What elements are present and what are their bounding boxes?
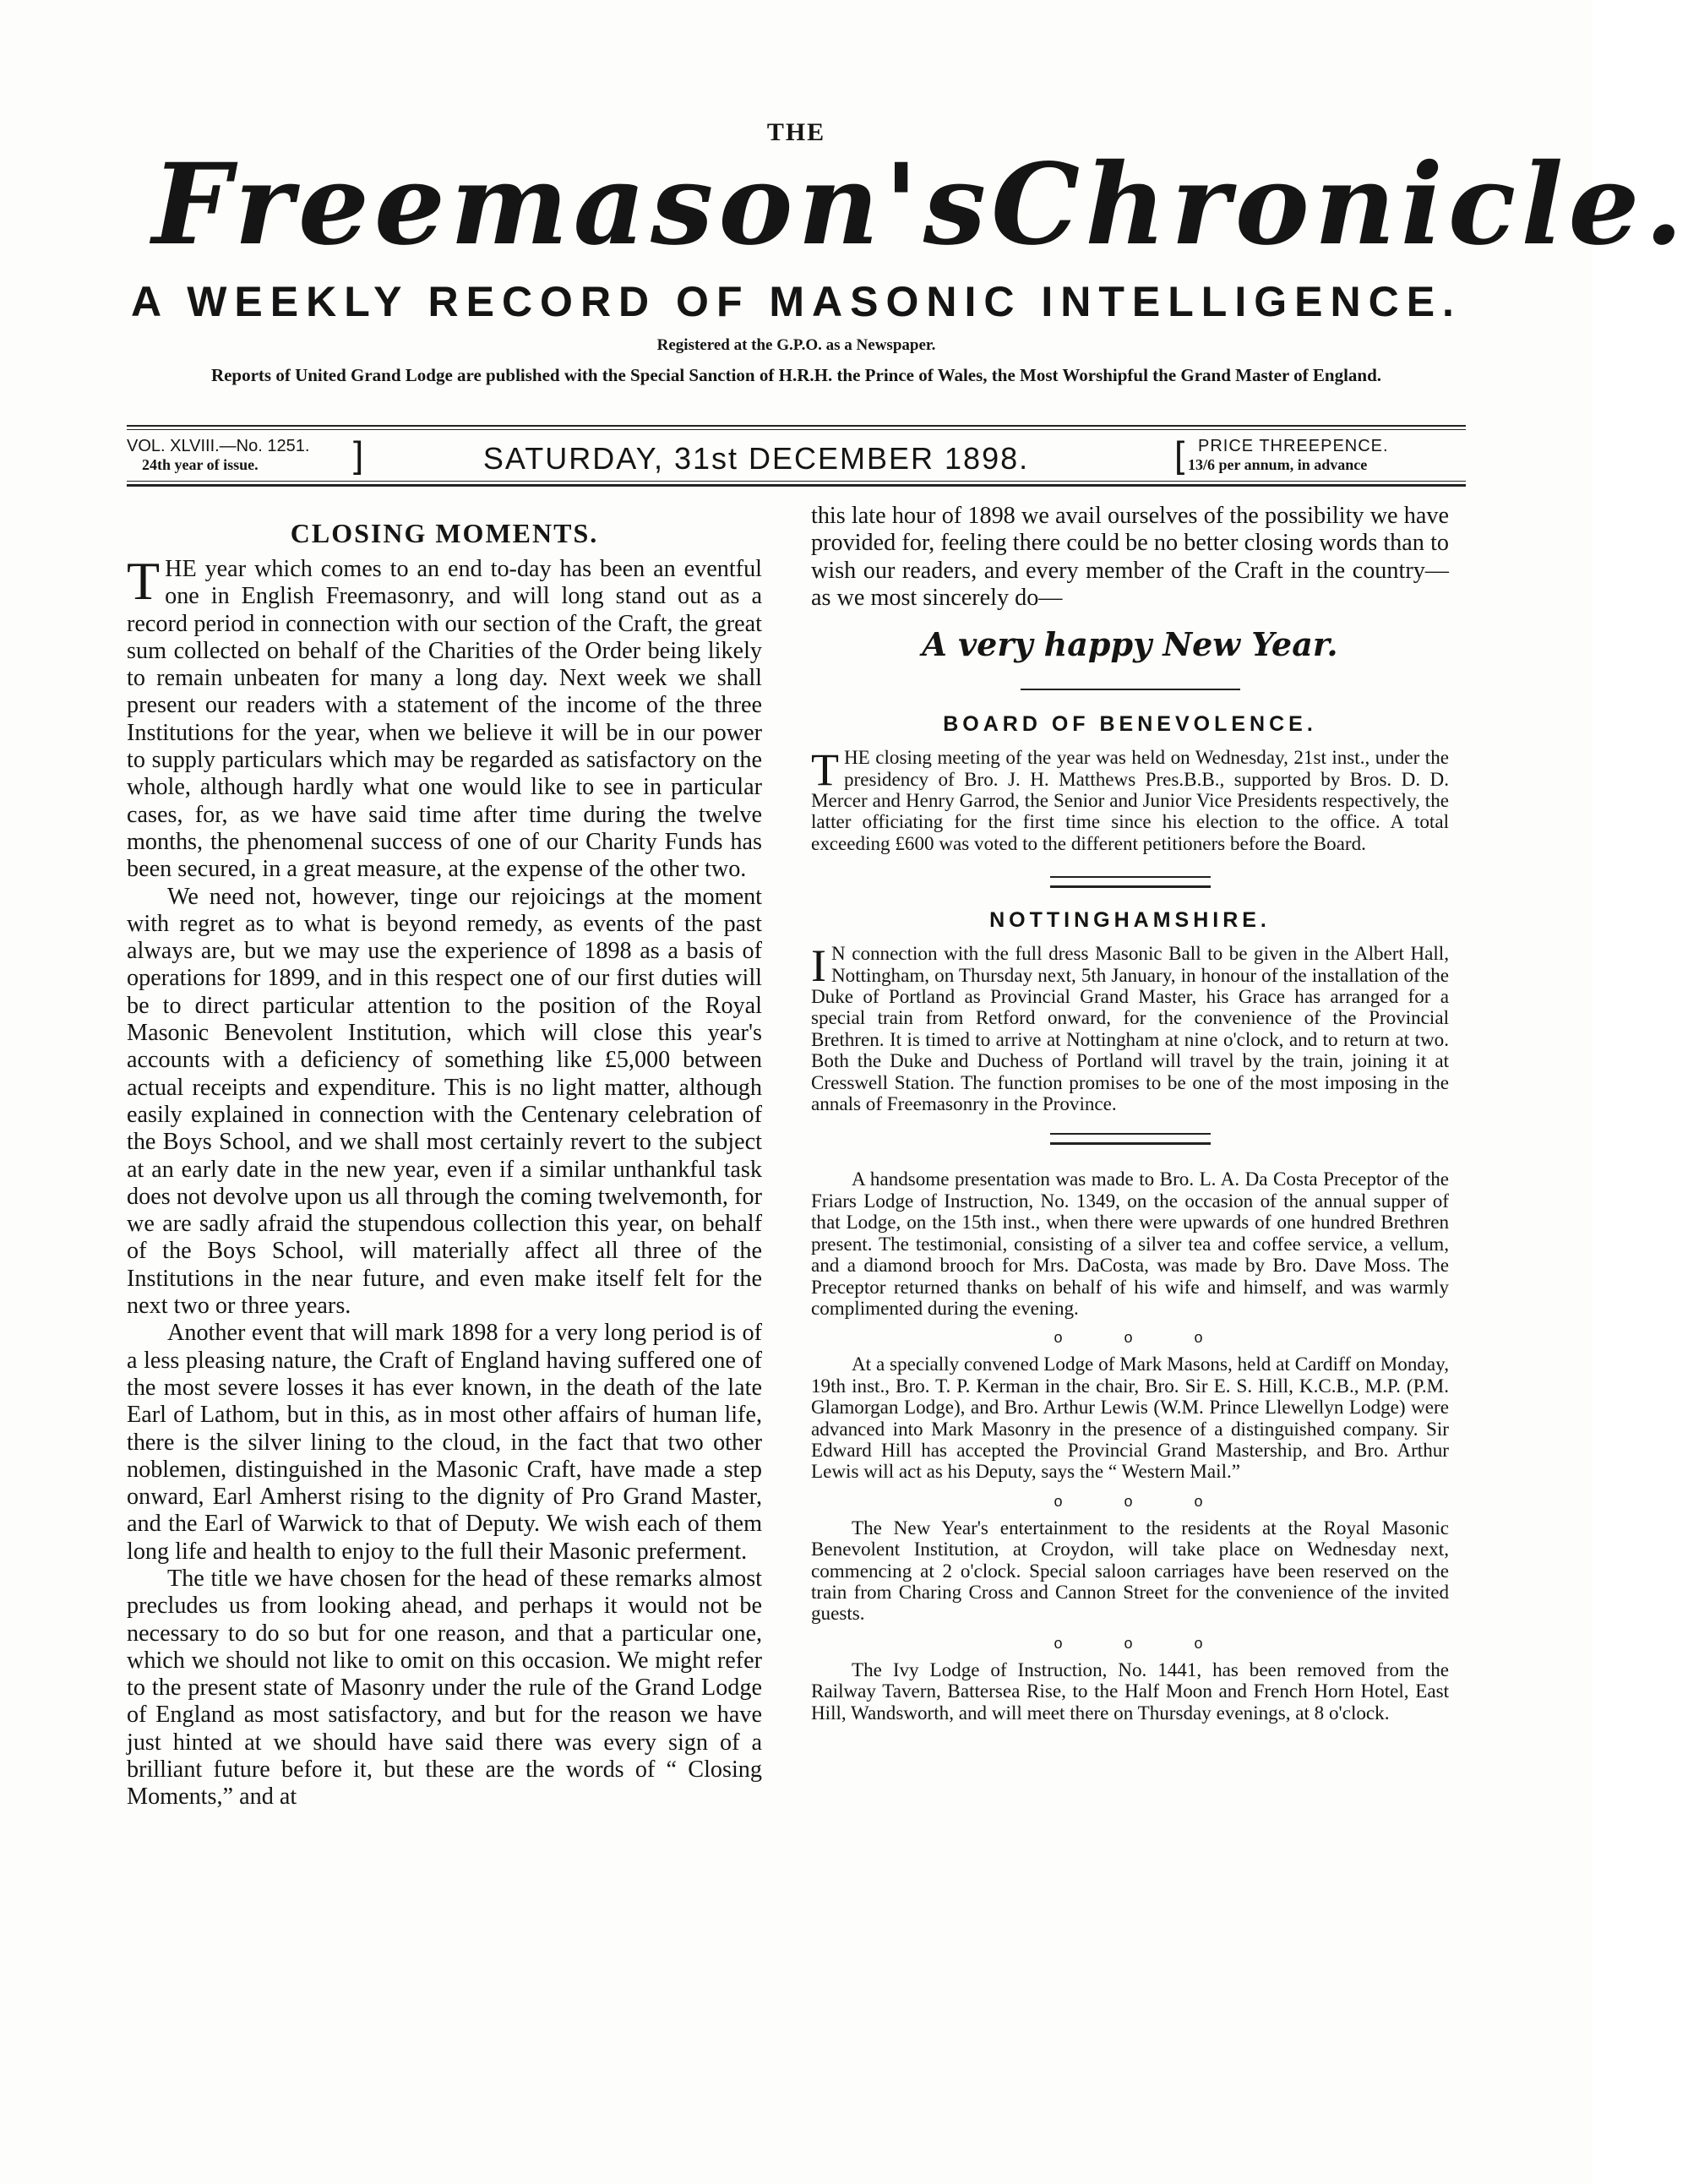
drop-cap: I	[811, 940, 826, 992]
article-title-nottinghamshire: NOTTINGHAMSHIRE.	[989, 908, 1271, 933]
year-of-issue: 24th year of issue.	[142, 456, 259, 473]
note-separator: o o o	[1054, 1492, 1232, 1510]
article-continuation: this late hour of 1898 we avail ourselves of the possibility we have provided for, feeling there could be no better closing words than to wish our readers, and every member of the Craft in the country—as we most sincerely do—	[811, 503, 1449, 611]
new-year-greeting: A very happy New Year.	[922, 625, 1338, 664]
masthead-subtitle: A WEEKLY RECORD OF MASONIC INTELLIGENCE.	[131, 278, 1462, 325]
price-bracket: [	[1174, 434, 1185, 476]
masthead-the: THE	[766, 118, 826, 146]
top-rule	[127, 425, 1466, 427]
drop-cap: T	[811, 744, 839, 796]
news-note: The New Year's entertainment to the residents at the Royal Masonic Benevolent Institution, at Croydon, will take place on Wednesday next, commencing at 2 o'clock. Special saloon carriages have been reserved on the train from Charing Cross and Cannon Street for the convenience of the invited guests.	[811, 1516, 1449, 1625]
news-note: At a specially convened Lodge of Mark Masons, held at Cardiff on Monday, 19th inst., Bro. T. P. Kerman in the chair, Bro. Sir E. S. Hill, K.C.B., M.P. (P.M. Glamorgan Lodge), and Bro. Arthur Lewis (W.M. Prince Llewellyn Lodge) were advanced into Mark Masonry in the presence of a distinguished company. Sir Edward Hill has accepted the Provincial Grand Mastership, and Bro. Arthur Lewis will act as his Deputy, says the “ Western Mail.”	[811, 1353, 1449, 1483]
news-note: The Ivy Lodge of Instruction, No. 1441, has been removed from the Railway Tavern, Battersea Rise, to the Half Moon and French Horn Hotel, East Hill, Wandsworth, and will meet there on Thursday evenings, at 8 o'clock.	[811, 1658, 1449, 1724]
article-paragraph: The title we have chosen for the head of these remarks almost precludes us from looking ahead, and perhaps it would not be necessary to do so but for one reason, and that a particular one, which we should not like to omit on this occasion. We might refer to the present state of Masonry under the rule of the Grand Lodge of England as most satisfactory, and but for the reason we have just hinted at we should have said there was every sign of a brilliant future before it, but these are the words of “ Closing Moments,” and at	[127, 1565, 762, 1811]
note-separator: o o o	[1054, 1634, 1232, 1652]
ornament-rule	[1050, 876, 1211, 888]
masthead-word-freemasons: Freemason's	[152, 139, 992, 270]
benevolence-paragraph	[811, 744, 1449, 854]
article-title-benevolence: BOARD OF BENEVOLENCE.	[943, 712, 1317, 737]
volume-number: VOL. XLVIII.—No. 1251.	[127, 437, 310, 455]
nottinghamshire-paragraph	[811, 940, 1449, 1115]
paragraph-text: N connection with the full dress Masonic Ball to be given in the Albert Hall, Nottingham, on Thursday next, 5th January, in honour of the installation of the Duke of Portland as Provincial Grand Master, his Grace has arranged for a special train from Retford onward, for the convenience of the Provincial Brethren. It is timed to arrive at Nottingham at nine o'clock, and to return at two. Both the Duke and Duchess of Portland will travel by the train, joining it at Cresswell Station. The function promises to be one of the most imposing in the annals of Freemasonry in the Province.	[811, 942, 1449, 1115]
price: PRICE THREEPENCE.	[1198, 437, 1389, 455]
section-rule	[1021, 689, 1240, 690]
volume-info	[127, 434, 406, 476]
article-paragraph: Another event that will mark 1898 for a very long period is of a less pleasing nature, the Craft of England having suffered one of the most severe losses it has ever known, in the death of the late Earl of Lathom, but in this, as in most other affairs of human life, there is the silver lining to the cloud, in the fact that two other noblemen, distinguished in the Masonic Craft, have made a step onward, Earl Amherst rising to the dignity of Pro Grand Master, and the Earl of Warwick to that of Deputy. We wish each of them long life and health to enjoy to the full their Masonic preferment.	[127, 1320, 762, 1565]
top-rule-thin	[127, 429, 1466, 430]
drop-cap: T	[127, 551, 161, 611]
paragraph-text: HE year which comes to an end to-day has been an eventful one in English Freemasonry, and will long stand out as a record period in connection with our section of the Craft, the great sum collected on behalf of the Charities of the Order being likely to remain unbeaten for many a long day. Next week we shall present our readers with a statement of the income of the three Institutions for the year, when we believe it will be in our power to supply particulars which may be regarded as satisfactory on the whole, although hardly what one would like to see in particular cases, for, as we have said time after time during the twelve months, the phenomenal success of one of our Charity Funds has been secured, in a great measure, at the expense of the other two.	[127, 556, 762, 883]
left-column	[127, 503, 762, 1811]
issue-date: SATURDAY, 31st DECEMBER 1898.	[482, 441, 1030, 476]
news-note: A handsome presentation was made to Bro. L. A. Da Costa Preceptor of the Friars Lodge of Instruction, No. 1349, on the occasion of the annual supper of that Lodge, on the 15th inst., when there were upwards of one hundred Brethren present. The testimonial, consisting of a silver tea and coffee service, a vellum, and a diamond brooch for Mrs. DaCosta, was made by Bro. Dave Moss. The Preceptor returned thanks on behalf of his wife and himself, and was warmly complimented during the evening.	[811, 1168, 1449, 1319]
subscription-rate: 13/6 per annum, in advance	[1188, 456, 1368, 473]
registration-note: Registered at the G.P.O. as a Newspaper.	[656, 336, 936, 354]
bottom-rule-thin	[127, 481, 1466, 482]
article-title-closing-moments: CLOSING MOMENTS.	[290, 518, 599, 548]
note-separator: o o o	[1054, 1329, 1232, 1347]
bottom-rule	[127, 484, 1466, 487]
ornament-rule	[1050, 1133, 1211, 1145]
article-paragraph: We need not, however, tinge our rejoicings at the moment with regret as to what is beyond remedy, as events of the past always are, but we may use the experience of 1898 as a basis of operations for 1899, and in this respect one of our first duties will be to direct particular attention to the position of the Royal Masonic Benevolent Institution, which will close this year's accounts with a deficiency of something like £5,000 between actual receipts and expenditure. This is no light matter, although easily explained in connection with the Centenary celebration of the Boys School, and we shall most certainly revert to the subject at an early date in the new year, even if a similar unthankful task does not devolve upon us all through the coming twelvemonth, for we are sadly afraid the stupendous collection this year, on behalf of the Boys School, will materially affect all three of the Institutions in the near future, and even make itself felt for the next two or three years.	[127, 883, 762, 1320]
sanction-note: Reports of United Grand Lodge are published with the Special Sanction of H.R.H. the Prince of Wales, the Most Worshipful the Grand Master of England.	[210, 365, 1382, 385]
price-info	[1174, 434, 1470, 476]
right-column	[811, 503, 1449, 1724]
masthead-word-chronicle: Chronicle.	[991, 139, 1688, 270]
article-paragraph	[127, 551, 762, 884]
masthead-title	[152, 139, 1688, 270]
paragraph-text: HE closing meeting of the year was held on Wednesday, 21st inst., under the presidency of Bro. J. H. Matthews Pres.B.B., supported by Bros. D. D. Mercer and Henry Garrod, the Senior and Junior Vice Presidents respectively, the latter officiating for the first time since his election to the office. A total exceeding £600 was voted to the different petitioners before the Board.	[811, 746, 1449, 854]
volume-bracket: ]	[353, 434, 364, 476]
